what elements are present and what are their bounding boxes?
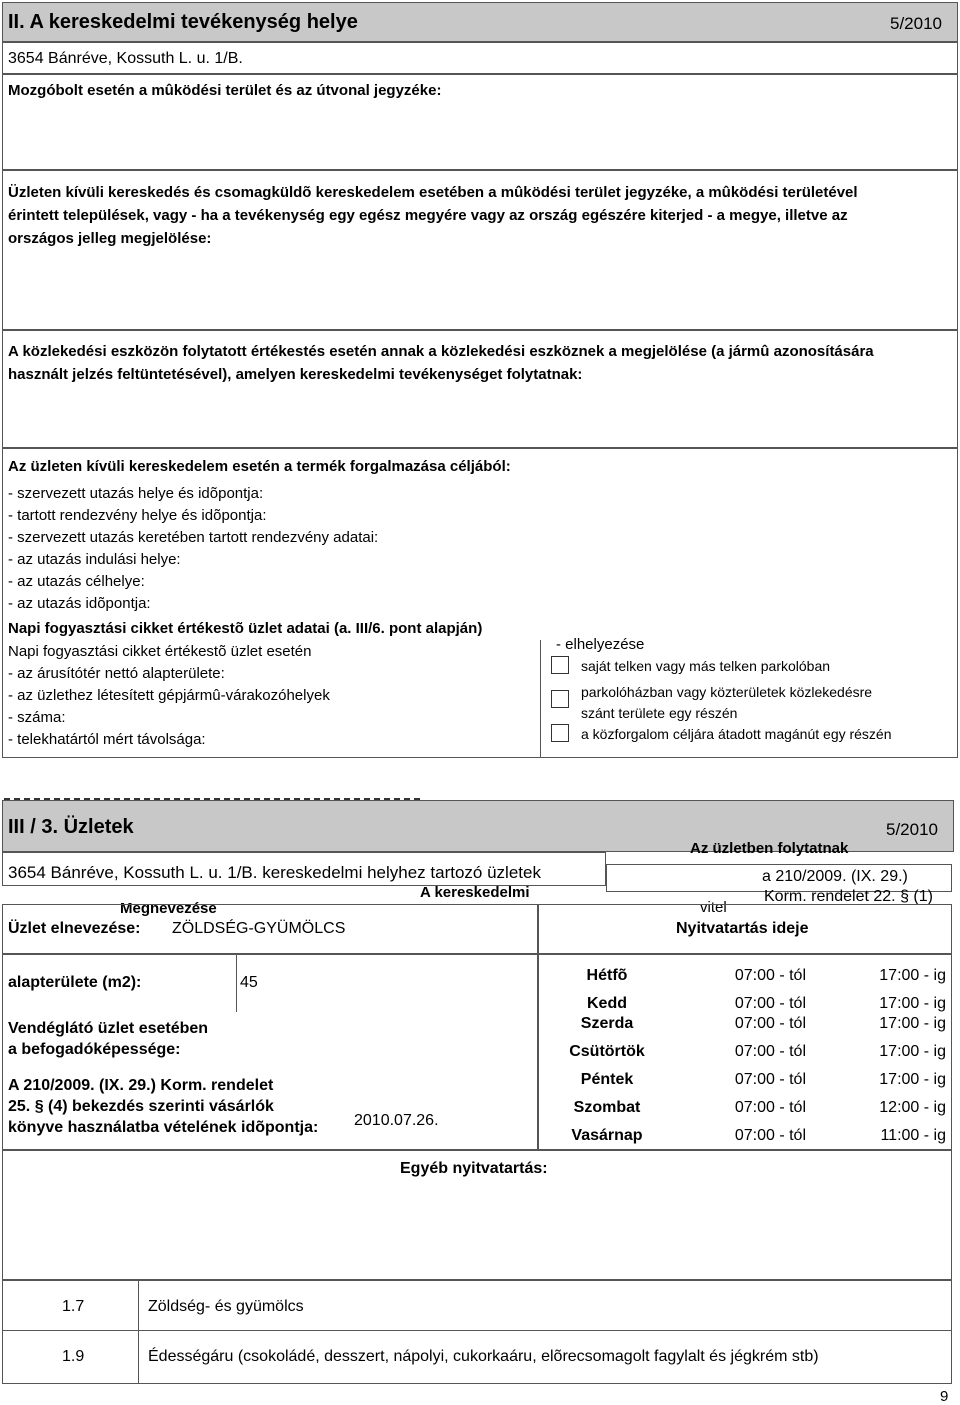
- napi-divider: [540, 640, 541, 758]
- products-row-divider: [2, 1330, 952, 1331]
- section2-version: 5/2010: [890, 14, 942, 33]
- overlap-text: Az üzletben folytatnak: [690, 840, 849, 857]
- napi-item: - telekhatártól mért távolsága:: [8, 731, 206, 748]
- from-time: 07:00 - tól: [734, 1043, 806, 1060]
- napi-item: Napi fogyasztási cikket értékestõ üzlet esetén: [8, 643, 312, 660]
- product-name: Édességáru (csokoládé, desszert, nápolyi, cukorkaáru, elõrecsomagolt fagylalt és jégkrém stb): [148, 1348, 819, 1365]
- from-time: 07:00 - tól: [734, 995, 806, 1012]
- capacity-label: Vendéglátó üzlet esetében: [8, 1020, 209, 1037]
- napi-item: - száma:: [8, 709, 66, 726]
- address: 3654 Bánréve, Kossuth L. u. 1/B.: [8, 50, 243, 67]
- shop-name-label: Üzlet elnevezése:: [8, 920, 141, 937]
- book-label-2: 25. § (4) bekezdés szerinti vásárlók: [8, 1098, 274, 1115]
- parking-option-checkbox[interactable]: [551, 656, 569, 674]
- from-time: 07:00 - tól: [734, 1071, 806, 1088]
- outside-sales-item: - az utazás indulási helye:: [8, 551, 181, 568]
- product-name: Zöldség- és gyümölcs: [148, 1298, 304, 1315]
- mobile-label: Mozgóbolt esetén a mûködési terület és az útvonal jegyzéke:: [8, 82, 442, 99]
- overlap-text: vitel: [700, 899, 727, 916]
- day-label: Kedd: [587, 995, 627, 1012]
- vehicle-label: A közlekedési eszközön folytatott értékestés esetén annak a közlekedési eszköznek a megjelölése (a jármû azonosítására használt jelzés feltüntetésével), amelyen kereskedelmi tevékenységet folytatnak:: [8, 343, 874, 383]
- book-date: 2010.07.26.: [354, 1112, 439, 1129]
- day-label: Csütörtök: [569, 1043, 645, 1060]
- to-time: 17:00 - ig: [879, 995, 946, 1012]
- placement-label: - elhelyezése: [556, 636, 645, 653]
- day-label: Hétfõ: [586, 967, 628, 984]
- outside-sales-title: Az üzleten kívüli kereskedelem esetén a termék forgalmazása céljából:: [8, 458, 511, 475]
- opening-title: Nyitvatartás ideje: [676, 920, 809, 937]
- from-time: 07:00 - tól: [734, 967, 806, 984]
- napi-title: Napi fogyasztási cikket értékestõ üzlet adatai (a. III/6. pont alapján): [8, 620, 483, 637]
- overlap-text: A kereskedelmi: [420, 884, 530, 901]
- day-label: Szombat: [573, 1099, 641, 1116]
- products-table: [2, 1280, 952, 1384]
- overlap-text: Megnevezése: [120, 900, 217, 917]
- from-time: 07:00 - tól: [734, 1099, 806, 1116]
- from-time: 07:00 - tól: [734, 1015, 806, 1032]
- private-road-option-checkbox[interactable]: [551, 724, 569, 742]
- to-time: 17:00 - ig: [879, 1071, 946, 1088]
- shop-name-value: ZÖLDSÉG-GYÜMÖLCS: [172, 920, 346, 937]
- outside-sales-item: - az utazás idõpontja:: [8, 595, 151, 612]
- to-time: 17:00 - ig: [879, 1043, 946, 1060]
- day-label: Szerda: [580, 1015, 634, 1032]
- to-time: 17:00 - ig: [879, 1015, 946, 1032]
- section3-title: III / 3. Üzletek: [8, 816, 134, 838]
- outside-label: Üzleten kívüli kereskedés és csomagküldõ kereskedelem esetében a mûködési terület jegyzéke, a mûködési területével érintett települések, vagy - ha a tevékenység egy egész megyére vagy az ország egészére kiterjed - a megye, illetve az országos jelleg megjelölése:: [8, 184, 858, 247]
- section2-title: II. A kereskedelmi tevékenység helye: [8, 11, 358, 33]
- parking-option-label: saját telken vagy más telken parkolóban: [581, 658, 831, 674]
- outside-sales-item: - az utazás célhelye:: [8, 573, 145, 590]
- garage-option-checkbox[interactable]: [551, 690, 569, 708]
- outside-sales-item: - tartott rendezvény helye és idõpontja:: [8, 507, 267, 524]
- products-col-divider: [138, 1280, 139, 1384]
- outside-sales-item: - szervezett utazás keretében tartott rendezvény adatai:: [8, 529, 379, 546]
- page-number: 9: [940, 1388, 949, 1405]
- section3-version: 5/2010: [886, 820, 938, 839]
- day-label: Vasárnap: [571, 1127, 643, 1144]
- to-time: 11:00 - ig: [880, 1127, 946, 1144]
- garage-option-label: parkolóházban vagy közterületek közlekedésre: [581, 684, 873, 700]
- book-label-3: könyve használatba vételének idõpontja:: [8, 1119, 319, 1136]
- napi-item: - az üzlethez létesített gépjármû-várakozóhelyek: [8, 687, 330, 704]
- product-code: 1.7: [62, 1298, 85, 1315]
- napi-item: - az árusítótér nettó alapterülete:: [8, 665, 225, 682]
- address-line: 3654 Bánréve, Kossuth L. u. 1/B. kereskedelmi helyhez tartozó üzletek: [8, 863, 541, 882]
- garage-option-label-2: szánt területe egy részén: [581, 705, 738, 721]
- to-time: 12:00 - ig: [879, 1099, 946, 1116]
- overlap-text: a 210/2009. (IX. 29.): [762, 868, 908, 885]
- outside-sales-item: - szervezett utazás helye és idõpontja:: [8, 485, 264, 502]
- area-value: 45: [240, 974, 258, 991]
- area-label: alapterülete (m2):: [8, 974, 142, 991]
- product-code: 1.9: [62, 1348, 85, 1365]
- to-time: 17:00 - ig: [879, 967, 946, 984]
- capacity-label-2: a befogadóképessége:: [8, 1041, 181, 1058]
- area-divider: [236, 954, 237, 1012]
- from-time: 07:00 - tól: [734, 1127, 806, 1144]
- overlap-text: Korm. rendelet 22. § (1): [764, 888, 933, 905]
- day-label: Péntek: [580, 1071, 634, 1088]
- private-road-option-label: a közforgalom céljára átadott magánút egy részén: [581, 726, 892, 742]
- other-hours-label: Egyéb nyitvatartás:: [400, 1160, 548, 1177]
- book-label: A 210/2009. (IX. 29.) Korm. rendelet: [8, 1077, 274, 1094]
